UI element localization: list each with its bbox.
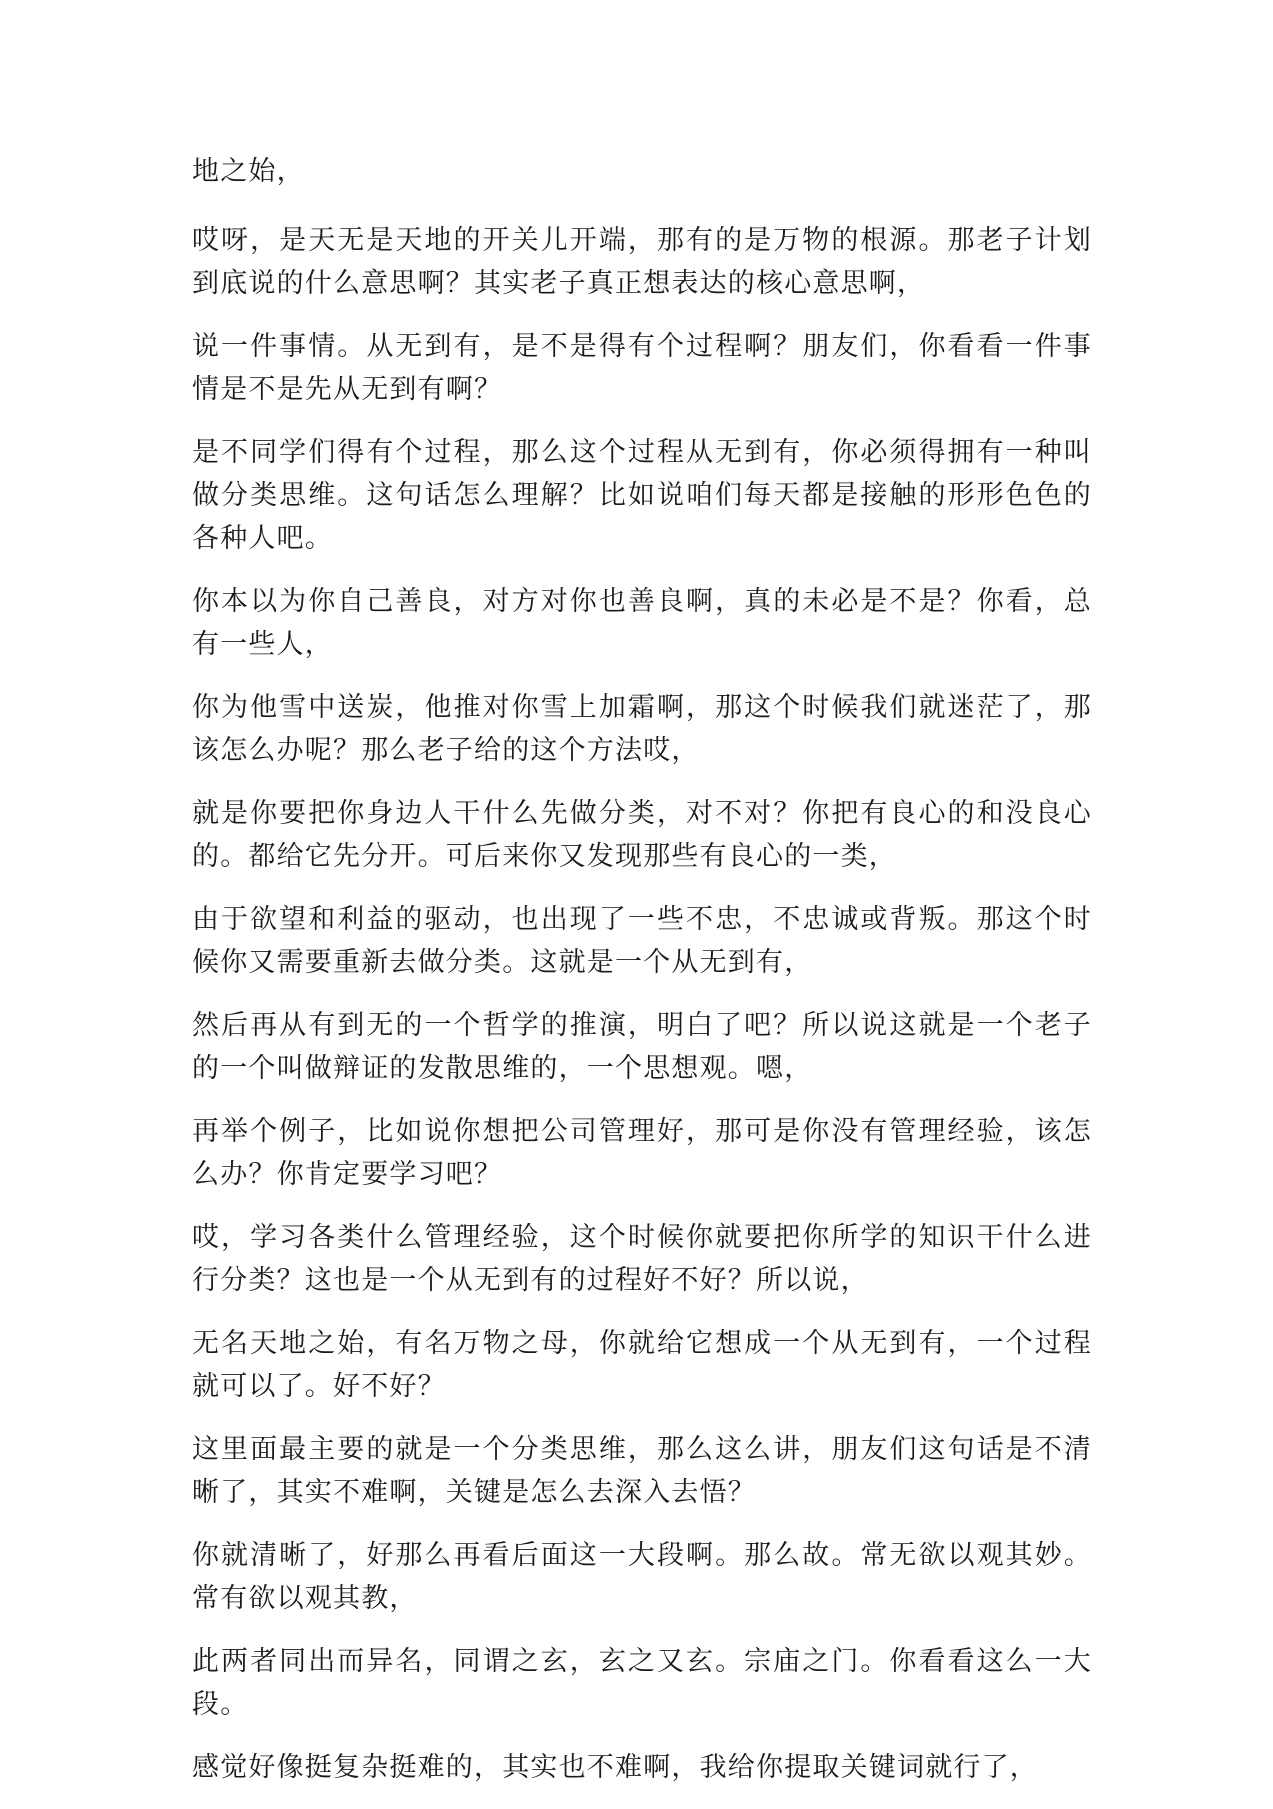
paragraph: 此两者同出而异名，同谓之玄，玄之又玄。宗庙之门。你看看这么一大段。 (192, 1646, 1092, 1720)
paragraph: 说一件事情。从无到有，是不是得有个过程啊？朋友们，你看看一件事情是不是先从无到有啊？ (192, 331, 1092, 405)
paragraph: 无名天地之始，有名万物之母，你就给它想成一个从无到有，一个过程就可以了。好不好？ (192, 1328, 1092, 1402)
paragraph: 哎呀，是天无是天地的开关儿开端，那有的是万物的根源。那老子计划到底说的什么意思啊？其实老子真正想表达的核心意思啊， (192, 225, 1092, 299)
document-page (192, 150, 1092, 1809)
paragraph: 是不同学们得有个过程，那么这个过程从无到有，你必须得拥有一种叫做分类思维。这句话怎么理解？比如说咱们每天都是接触的形形色色的各种人吧。 (192, 437, 1092, 554)
paragraph: 你本以为你自己善良，对方对你也善良啊，真的未必是不是？你看，总有一些人， (192, 586, 1092, 660)
paragraph: 地之始， (192, 156, 305, 187)
paragraph: 然后再从有到无的一个哲学的推演，明白了吧？所以说这就是一个老子的一个叫做辩证的发散思维的，一个思想观。嗯， (192, 1010, 1092, 1084)
paragraph: 哎，学习各类什么管理经验，这个时候你就要把你所学的知识干什么进行分类？这也是一个从无到有的过程好不好？所以说， (192, 1222, 1092, 1296)
paragraph: 这里面最主要的就是一个分类思维，那么这么讲，朋友们这句话是不清晰了，其实不难啊，关键是怎么去深入去悟？ (192, 1434, 1092, 1508)
paragraph: 你为他雪中送炭，他推对你雪上加霜啊，那这个时候我们就迷茫了，那该怎么办呢？那么老子给的这个方法哎， (192, 692, 1092, 766)
paragraph: 再举个例子，比如说你想把公司管理好，那可是你没有管理经验，该怎么办？你肯定要学习吧？ (192, 1116, 1092, 1190)
paragraph: 由于欲望和利益的驱动，也出现了一些不忠，不忠诚或背叛。那这个时候你又需要重新去做分类。这就是一个从无到有， (192, 904, 1092, 978)
paragraph: 你就清晰了，好那么再看后面这一大段啊。那么故。常无欲以观其妙。常有欲以观其教， (192, 1540, 1092, 1614)
paragraph: 感觉好像挺复杂挺难的，其实也不难啊，我给你提取关键词就行了， (192, 1752, 1038, 1783)
paragraph: 就是你要把你身边人干什么先做分类，对不对？你把有良心的和没良心的。都给它先分开。可后来你又发现那些有良心的一类， (192, 798, 1092, 872)
